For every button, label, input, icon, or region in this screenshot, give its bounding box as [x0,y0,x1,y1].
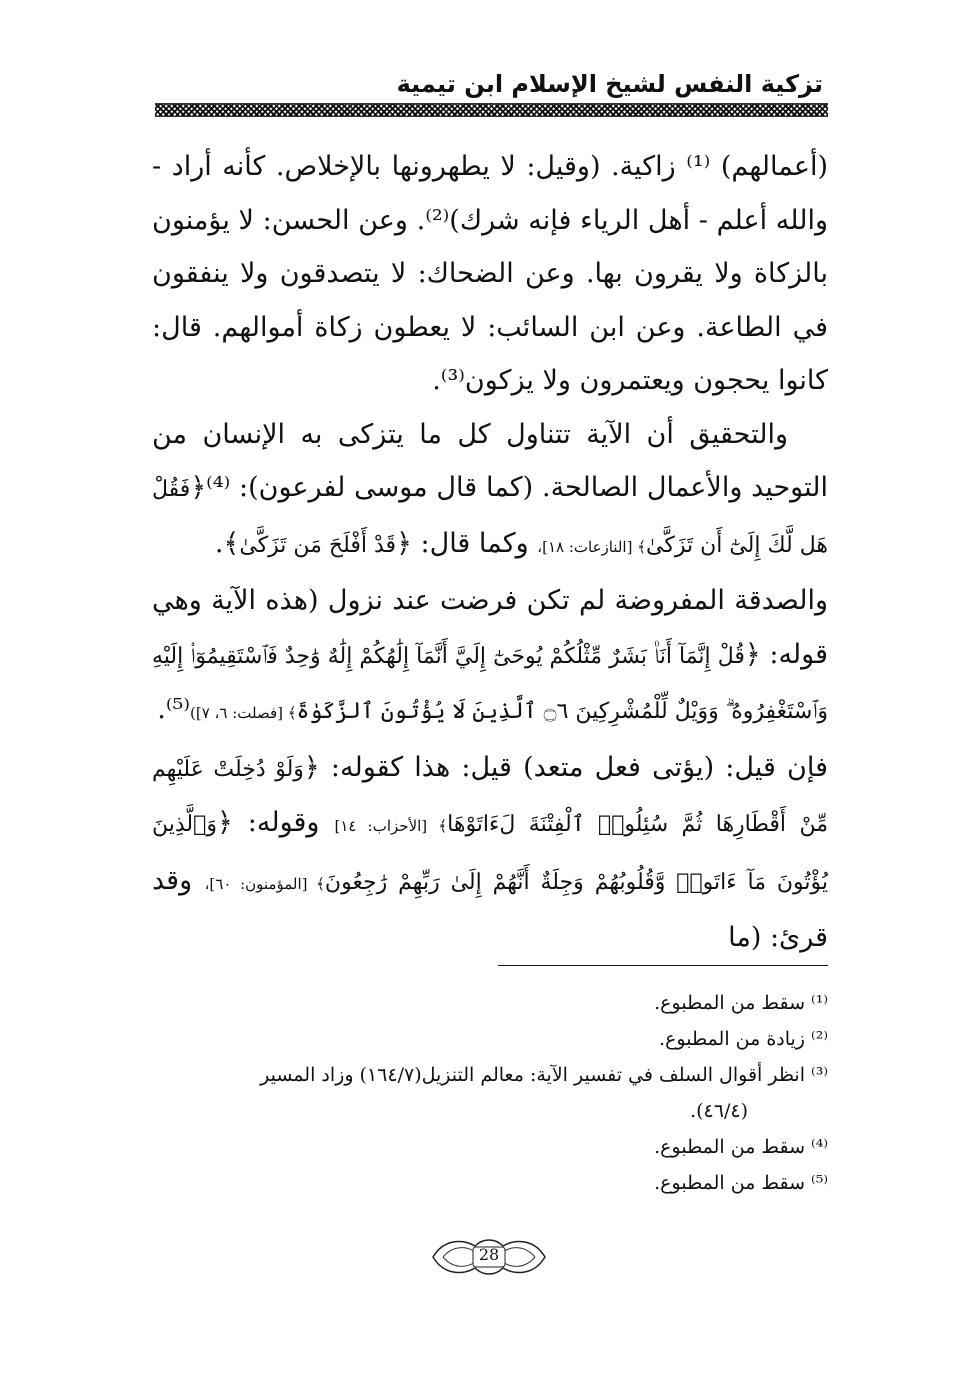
footnote-3-continuation [152,1093,828,1129]
paragraph-1: (أعمالهم) ⁽¹⁾ زاكية. (وقيل: لا يطهرونها بالإخلاص. كأنه أراد - والله أعلم - أهل الرياء فإنه شرك)⁽²⁾. وعن الحسن: لا يؤمنون بالزكاة ولا يقرون بها. وعن الضحاك: لا يتصدقون ولا ينفقون في الطاعة. وعن ابن السائب: لا يعطون زكاة أموالهم. قال: كانوا يحجون ويعتمرون ولا يزكون⁽³⁾. [152,151,828,396]
paragraph-3-text-b: ⁽⁵⁾. [157,694,190,725]
quran-verse-2: قَدْ أَفْلَحَ مَن تَزَكَّىٰ [239,532,397,558]
footnote-text: سقط من المطبوع. [654,1172,812,1194]
quran-verse-1: فَقُلْ هَل لَّكَ إِلَىٰٓ أَن تَزَكَّىٰ [152,477,828,558]
footnote-text: زيادة من المطبوع. [659,1028,812,1050]
footnote-2 [152,1021,828,1057]
verse-reference-5: ﴾ [المؤمنون: ٦٠]، [204,874,325,893]
paragraph-3-text-a: والصدقة المفروضة لم تكن فرضت عند نزول (هذه الآية وهي قوله: ﴿ [152,585,829,670]
quran-verse-3: قُلْ إِنَّمَآ أَنَا۠ بَشَرٌ مِّثْلُكُمْ يُوحَىٰٓ إِلَيَّ أَنَّمَآ إِلَٰهُكُمْ إِلَٰهٌ وَٰحِدٌ فَٱسْتَقِيمُوٓا۟ إِلَيْهِ وَٱسْتَغْفِرُوهُ ۗ وَوَيْلٌ لِّلْمُشْرِكِينَ ۝٦ ٱلَّذِينَ لَا يُؤْتُونَ ٱلزَّكَوٰةَ [152,643,828,724]
footnote-text: انظر أقوال السلف في تفسير الآية: معالم التنزيل(١٦٤/٧) وزاد المسير [260,1064,812,1086]
footnote-label: ⁽³⁾ [811,1064,828,1086]
footnote-4 [152,1129,828,1165]
page-number-ornament [425,1232,553,1282]
paragraph-4-text-c: وقد قرئ: (ما [152,864,828,953]
footnote-1 [152,985,828,1021]
verse-reference-3: ﴾ [فصلت: ٦، ٧]) [189,704,297,722]
verse-reference-1: ﴾ [النازعات: ١٨]، [537,537,647,556]
footnote-label: ⁽⁵⁾ [811,1172,828,1194]
quran-verse-4: وَلَوْ دُخِلَتْ عَلَيْهِم مِّنْ أَقْطَارِهَا ثُمَّ سُئِلُوا۟ ٱلْفِتْنَةَ لَءَاتَوْهَا [152,756,828,837]
footnote-text: سقط من المطبوع. [654,1136,812,1158]
main-body-text [152,140,828,965]
footnote-5 [152,1165,828,1201]
footnote-label: ⁽²⁾ [811,1028,828,1050]
page-number: 28 [478,1245,500,1264]
paragraph-2-text-b: وكما قال: ﴿ [396,527,538,559]
paragraph-2 [152,408,828,575]
paragraph-3 [152,574,828,741]
header-ornamental-band [155,103,828,117]
paragraph-4 [152,741,828,965]
quran-verse-5: وَٱلَّذِينَ يُؤْتُونَ مَآ ءَاتَوا۟ وَّقُلُوبُهُمْ وَجِلَةٌ أَنَّهُمْ إِلَىٰ رَبِّهِمْ رَٰجِعُونَ [152,812,829,895]
verse-reference-4: ﴾ [الأحزاب: ١٤] [334,817,448,835]
footnote-label: ⁽¹⁾ [811,992,828,1014]
paragraph-4-text-b: وقوله: ﴿ [216,807,335,838]
paragraph-2-text-a: والتحقيق أن الآية تتناول كل ما يتزكى به الإنسان من التوحيد والأعمال الصالحة. (كما قال موسى لفرعون): ⁽⁴⁾﴿ [152,418,828,503]
footnote-label: ⁽⁴⁾ [811,1136,828,1158]
footnotes [152,985,828,1201]
footnote-separator [498,965,828,966]
paragraph-4-text-a: فإن قيل: (يؤتى فعل متعد) قيل: هذا كقوله: ﴿ [303,751,828,783]
running-header-title: تزكية النفس لشيخ الإسلام ابن تيمية [396,70,823,98]
paragraph-2-text-c: ﴾. [214,527,240,559]
footnote-3 [152,1057,828,1093]
footnote-text: سقط من المطبوع. [654,992,812,1014]
footnote-text: (٤٦/٤). [690,1100,748,1122]
